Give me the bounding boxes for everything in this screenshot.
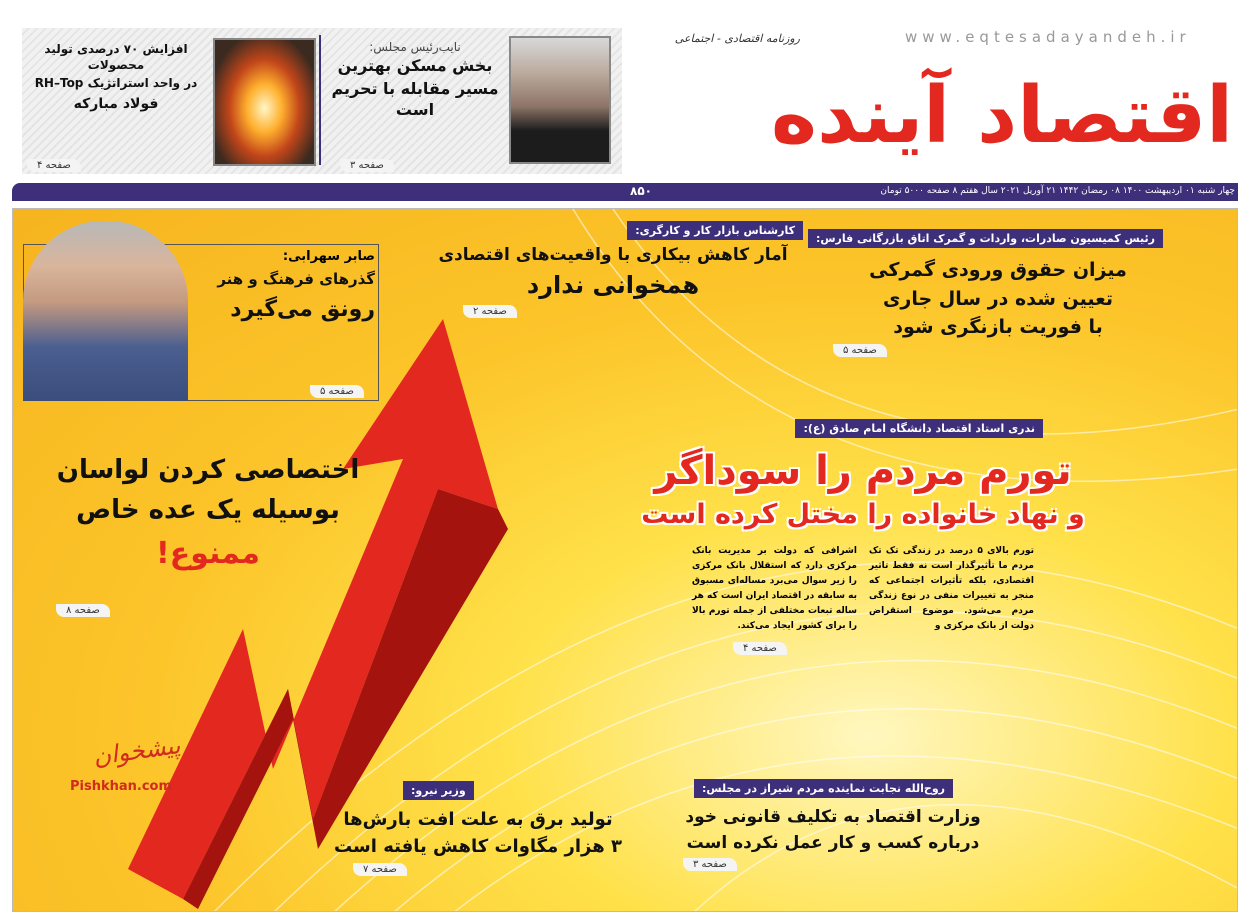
top-story-2-line-3[interactable]: فولاد مبارکه (73, 95, 159, 112)
customs-headline-1[interactable]: میزان حقوق ورودی گمرکی (869, 259, 1127, 281)
page-ref: صفحه ۴ (27, 159, 81, 172)
inflation-body-right: تورم بالای ۵ درصد در زندگی تک تک مردم ما تأثیرگذار است نه فقط تاثیر اقتصادی، بلکه تأثیرات اجتماعی که منجر به تغییرات منفی در نوع زندگی مردم می‌شود. موضوع استقراض دولت از بانک مرکزی و (869, 545, 1034, 631)
page-ref: صفحه ۵ (310, 385, 364, 398)
deputy-speaker-photo (509, 36, 611, 164)
inflation-body-left: اشرافی که دولت بر مدیریت بانک مرکزی دارد که استقلال بانک مرکزی را زیر سوال می‌برد مساله‌ای مسبوق به سابقه در اقتصاد ایران است که هر ساله تبعات مختلفی از جمله تورم بالا را برای کشور ایجاد می‌کند. (692, 545, 857, 631)
page-ref: صفحه ۴ (733, 642, 787, 655)
inflation-story[interactable] (603, 419, 1123, 655)
divider (319, 35, 321, 165)
pishkhan-watermark-fa: پیشخوان (91, 731, 183, 771)
inflation-headline-1[interactable]: تورم مردم را سوداگر (654, 448, 1072, 494)
steel-furnace-photo (213, 38, 316, 166)
top-story-1-line-2[interactable]: مسیر مقابله با تحریم است (331, 78, 499, 119)
culture-headline-1[interactable]: گذرهای فرهنگ و هنر (217, 270, 375, 288)
page-ref: صفحه ۳ (340, 159, 394, 172)
unemployment-tag: کارشناس بازار کار و کارگری: (627, 221, 803, 240)
culture-headline-2[interactable]: رونق می‌گیرد (230, 296, 375, 322)
top-story-2-line-2[interactable]: در واحد استراتژیک RH–Top (34, 76, 198, 91)
masthead-subtitle: روزنامه اقتصادی - اجتماعی (674, 32, 800, 45)
power-headline-1[interactable]: تولید برق به علت افت بارش‌ها (343, 809, 613, 830)
lavasan-headline-1[interactable]: اختصاصی کردن لواسان (56, 455, 360, 485)
inflation-tag: ندری استاد اقتصاد دانشگاه امام صادق (ع): (795, 419, 1043, 438)
top-story-1-line-1[interactable]: بخش مسکن بهترین (337, 56, 493, 75)
inflation-body (692, 544, 1034, 634)
top-story-2[interactable] (22, 42, 210, 113)
unemployment-headline-1[interactable]: آمار کاهش بیکاری با واقعیت‌های اقتصادی (438, 245, 788, 265)
customs-tag: رئیس کمیسیون صادرات، واردات و گمرک اتاق بازرگانی فارس: (808, 229, 1163, 248)
ministry-tag: روح‌الله نجابت نماینده مردم شیراز در مجلس: (694, 779, 953, 798)
pishkhan-watermark-en[interactable]: Pishkhan.com (70, 779, 173, 794)
lavasan-headline-2[interactable]: بوسیله یک عده خاص (76, 494, 340, 525)
customs-headline-3[interactable]: با فوریت بازنگری شود (893, 316, 1103, 339)
ministry-story[interactable] (653, 779, 1013, 871)
unemployment-story[interactable] (403, 221, 823, 318)
front-page-main (12, 208, 1238, 912)
masthead-logo: اقتصاد آینده (771, 71, 1233, 161)
page-ref: صفحه ۵ (833, 344, 887, 357)
issue-number: ۸۵۰ (630, 184, 652, 198)
customs-story[interactable] (815, 229, 1163, 357)
lavasan-story[interactable] (33, 454, 383, 573)
culture-kicker: صابر سهرابی: (282, 249, 375, 264)
power-headline-2[interactable]: ۳ هزار مگاوات کاهش یافته است (334, 836, 623, 858)
website-url[interactable]: www.eqtesadayandeh.ir (905, 28, 1191, 46)
ministry-headline-2[interactable]: درباره کسب و کار عمل نکرده است (686, 833, 980, 854)
inflation-headline-2[interactable]: و نهاد خانواده را مختل کرده است (641, 499, 1085, 530)
sohrabi-photo (23, 221, 188, 401)
page-ref: صفحه ۷ (353, 863, 407, 876)
page-ref: صفحه ۸ (56, 604, 110, 617)
top-story-1-kicker: نایب‌رئیس مجلس: (369, 40, 461, 54)
top-story-2-line-1[interactable]: افزایش ۷۰ درصدی تولید محصولات (44, 42, 188, 72)
power-story[interactable] (313, 781, 643, 876)
lavasan-highlight[interactable]: ممنوع! (156, 535, 260, 571)
power-tag: وزیر نیرو: (403, 781, 474, 800)
top-story-1[interactable] (323, 40, 507, 120)
dateline: چهار شنبه ۰۱ اردیبهشت ۱۴۰۰ ۰۸ رمضان ۱۴۴۲ ۲۱ آوریل ۲۰۲۱ سال هفتم ۸ صفحه ۵۰۰۰ تومان (880, 186, 1235, 196)
page-ref: صفحه ۲ (463, 305, 517, 318)
ministry-headline-1[interactable]: وزارت اقتصاد به تکلیف قانونی خود (685, 807, 981, 827)
customs-headline-2[interactable]: تعیین شده در سال جاری (883, 287, 1113, 310)
unemployment-headline-2[interactable]: همخوانی ندارد (526, 271, 700, 300)
culture-story[interactable] (191, 249, 375, 324)
page-ref: صفحه ۳ (683, 858, 737, 871)
